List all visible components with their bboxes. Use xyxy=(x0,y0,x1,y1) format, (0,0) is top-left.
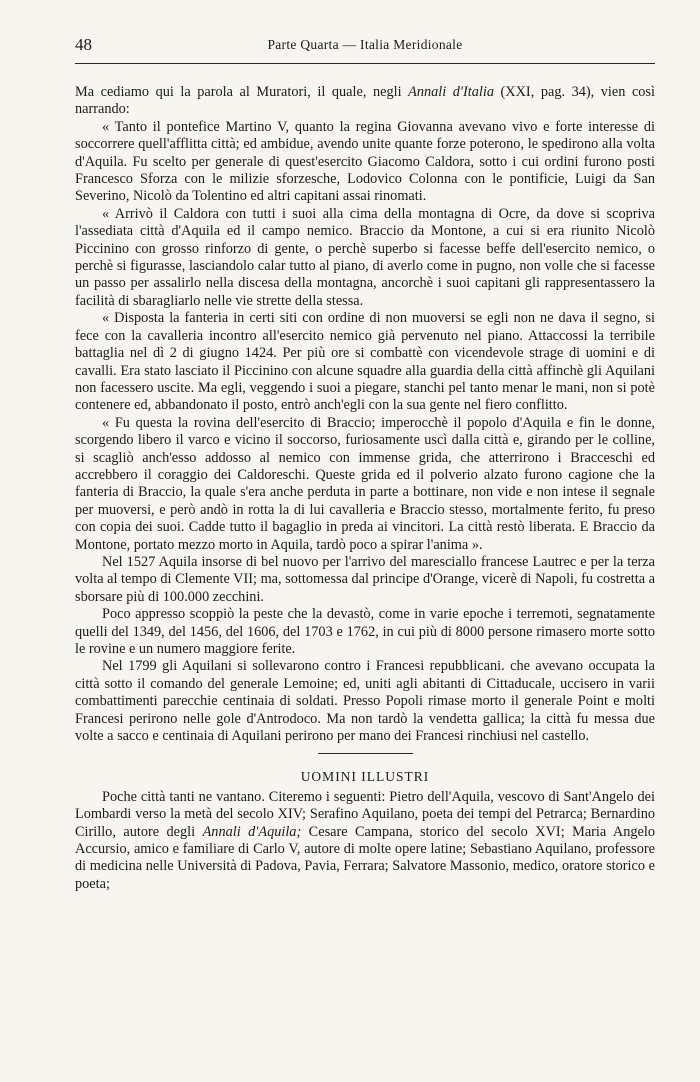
work-title-italic: Annali d'Italia xyxy=(408,84,494,100)
paragraph-quote-1: « Tanto il pontefice Martino V, quanto la regina Giovanna avevano vivo e forte interesse di soccorrere quell'afflitta città; ed ambidue, avendo unite quante forze poterono, le spedirono alla volta d'Aquila. Fu scelto per generale di quest'esercito Giacomo Caldora, sotto i cui ordini furono posti Francesco Sforza con le milizie sforzesche, Lodovico Colonna con le pontificie, Luigi da San Severino, Nicolò da Tolentino ed altri capitani assai rinomati. xyxy=(75,118,655,205)
paragraph-1527: Nel 1527 Aquila insorse di bel nuovo per l'arrivo del maresciallo francese Lautrec e per la terza volta al tempo di Clemente VII; ma, sottomessa dal principe d'Orange, vicerè di Napoli, fu costretta a sborsare più di 100.000 zecchini. xyxy=(75,553,655,605)
page-body xyxy=(75,84,655,893)
paragraph-1799: Nel 1799 gli Aquilani si sollevarono contro i Francesi repubblicani. che avevano occupata la città sotto il comando del generale Lemoine; ed, uniti agli abitanti di Cittaducale, uccisero in varii combattimenti parecchie centinaia di soldati. Presso Popoli rimase morto il generale Point e molti Francesi perirono nelle gole d'Antrodoco. Ma non tardò la vendetta gallica; la città fu messa due volte a sacco e centinaia di Aquilani perirono per mano dei Francesi rinchiusi nel castello. xyxy=(75,658,655,745)
paragraph-text: Cesare Campana, storico del secolo XVI; Maria Angelo Accursio, amico e familiare di Carlo V, autore di molte opere latine; Sebastiano Aquilano, professore di medicina nelle Università di Padova, Pavia, Ferrara; Salvatore Massonio, medico, oratore storico e poeta; xyxy=(75,823,655,892)
section-title: UOMINI ILLUSTRI xyxy=(300,769,430,785)
running-title: Parte Quarta — Italia Meridionale xyxy=(267,37,463,52)
paragraph-quote-4: « Fu questa la rovina dell'esercito di Braccio; imperocchè il popolo d'Aquila e fin le donne, scorgendo libero il varco e vicino il soccorso, furiosamente uscì dalla città e, girando per le colline, si scagliò anch'esso addosso al nemico con immense grida, che atterrirono i Bracceschi ed accrebbero il coraggio dei Caldoreschi. Queste grida ed il polverio alzato furono cagione che la fanteria di Braccio, la quale s'era anche perduta in parte a bottinare, non vide e non intese il segnale per muoversi, e però andò in rotta la di lui cavalleria e Braccio stesso, mortalmente ferito, fu preso con copia dei suoi. Cadde tutto il bagaglio in preda ai vincitori. La città restò liberata. E Braccio da Montone, portato mezzo morto in Aquila, tardò poco a spirar l'anima ». xyxy=(75,414,655,553)
paragraph-peste: Poco appresso scoppiò la peste che la devastò, come in varie epoche i terremoti, segnatamente quelli del 1349, del 1456, del 1606, del 1703 e 1762, in cui più di 8000 persone rimasero morte sotto le rovine e un numero maggiore ferite. xyxy=(75,606,655,657)
paragraph-text: Ma cediamo qui la parola al Muratori, il quale, negli xyxy=(75,84,409,100)
paragraph-text: (XXI, pag. 34), vien così narrando: xyxy=(75,84,655,118)
section-divider xyxy=(318,753,413,754)
paragraph-quote-3: « Disposta la fanteria in certi siti con ordine di non muoversi se egli non ne dava il segno, si fece con la cavalleria incontro all'esercito nemico già pervenuto nel piano. Attaccossi la terribile battaglia nel dì 2 di giugno 1424. Per più ore si combattè con vicendevole strage di uomini e di cavalli. Era stato lasciato il Piccinino con alcune squadre alla guardia della città affinchè gli Aquilani non facessero uscite. Ma egli, veggendo i suoi a piegare, stanchi pel tanto menar le mani, non si potè contenere ed, abbandonato il posto, entrò anch'egli con la sua gente nel fiero conflitto. xyxy=(75,310,655,414)
paragraph-intro xyxy=(75,84,655,119)
header-rule xyxy=(75,63,655,64)
page-header xyxy=(75,35,655,59)
paragraph-uomini-illustri xyxy=(75,789,655,893)
paragraph-quote-2: « Arrivò il Caldora con tutti i suoi alla cima della montagna di Ocre, da dove si scopriva l'assediata città d'Aquila ed il campo nemico. Braccio da Montone, a cui si era riunito Nicolò Piccinino con grosso rinforzo di gente, o perchè superbo si facesse beffe dell'esercito nemico, o perchè si figurasse, lasciandolo calar tutto al piano, di averlo come in pugno, non volle che si facesse un passo per assalirlo nella discesa della montagna, ancorchè i suoi capitani gli rappresentassero la facilità di sbaragliarlo nelle vie strette della stessa. xyxy=(75,205,655,309)
work-title-italic: Annali d'Aquila; xyxy=(202,823,302,840)
paragraph-text: Poche città tanti ne vantano. Citeremo i seguenti: Pietro dell'Aquila, vescovo di Sant'Angelo dei Lombardi verso la metà del secolo XIV; Serafino Aquilano, poeta dei tempi del Petrarca; Bernardino Cirillo, autore degli xyxy=(75,788,655,840)
page-number: 48 xyxy=(75,35,92,54)
